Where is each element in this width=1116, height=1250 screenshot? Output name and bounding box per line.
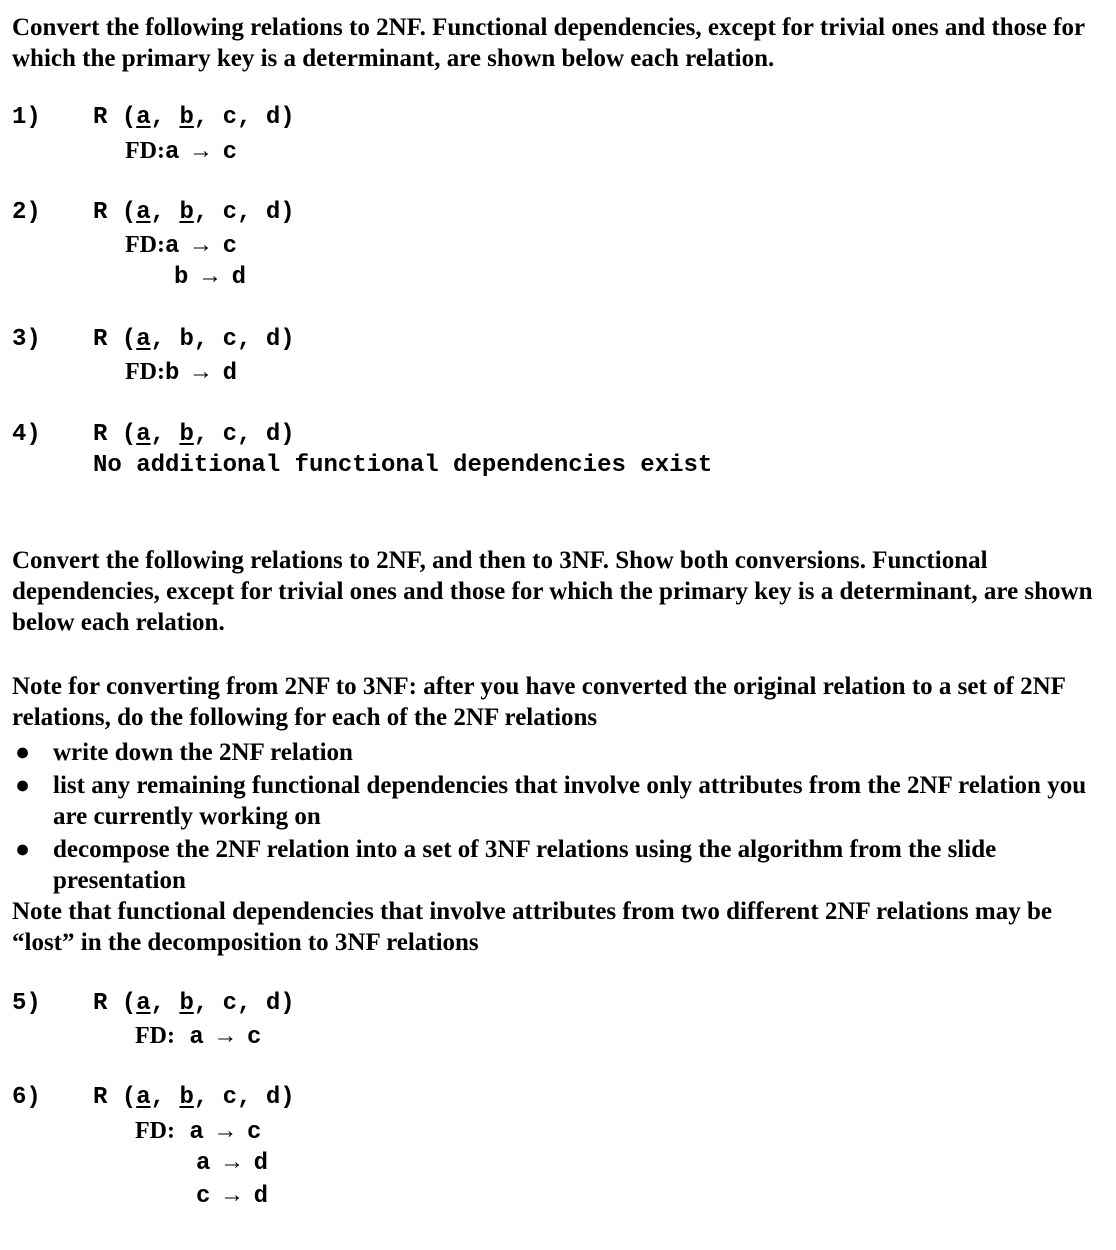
problem-6-fd: FD: a → c: [135, 1118, 262, 1146]
problem-6-relation: R (a, b, c, d): [93, 1084, 295, 1111]
arrow-icon: →: [218, 1024, 233, 1051]
problem-3-fd: FD:b → d: [125, 359, 238, 387]
arrow-icon: →: [193, 139, 209, 166]
bullet-icon: ●: [15, 836, 31, 863]
arrow-icon: →: [218, 1119, 233, 1146]
bullet-icon: ●: [15, 772, 31, 799]
list-item: ● list any remaining functional dependencies that involve only attributes from the 2NF relation you are currently working on: [15, 772, 1087, 830]
problem-2-fd: b → d: [174, 264, 247, 291]
problem-5-number: 5): [12, 990, 41, 1017]
relation-attr: a: [136, 990, 151, 1017]
relation-attr: c: [222, 326, 238, 353]
arrow-icon: →: [224, 1183, 240, 1210]
list-item: ● decompose the 2NF relation into a set of 3NF relations using the algorithm from the slide presentation: [15, 836, 997, 894]
relation-attr: b: [179, 1084, 194, 1111]
relation-attr: d: [265, 199, 281, 226]
problem-4-note: No additional functional dependencies exist: [93, 452, 713, 479]
problem-6-number: 6): [12, 1084, 41, 1111]
problem-6-fd: c → d: [196, 1183, 269, 1210]
relation-attr: c: [222, 104, 238, 131]
problem-4-relation: R (a, b, c, d): [93, 421, 295, 448]
problem-5-fd: FD: a → c: [135, 1023, 262, 1051]
intro2-paragraph: Convert the following relations to 2NF, and then to 3NF. Show both conversions. Functional dependencies, except for trivial ones and those for which the primary key is a determinant, are shown below each relation.: [12, 547, 1093, 636]
relation-attr: d: [265, 1084, 281, 1111]
relation-attr: b: [179, 104, 194, 131]
relation-attr: a: [136, 104, 151, 131]
relation-attr: b: [179, 421, 194, 448]
arrow-icon: →: [193, 233, 209, 260]
problem-2-fd: FD:a → c: [125, 232, 238, 260]
relation-attr: c: [222, 199, 238, 226]
problem-3-relation: R (a, b, c, d): [93, 326, 295, 353]
relation-attr: b: [179, 326, 194, 353]
relation-attr: b: [179, 199, 194, 226]
arrow-icon: →: [193, 360, 209, 387]
arrow-icon: →: [224, 1150, 240, 1177]
fd-label: FD:: [125, 232, 165, 258]
problem-3-number: 3): [12, 326, 41, 353]
relation-attr: c: [222, 990, 238, 1017]
arrow-icon: →: [202, 264, 218, 291]
problem-2-relation: R (a, b, c, d): [93, 199, 295, 226]
problem-5-relation: R (a, b, c, d): [93, 990, 295, 1017]
problem-2-number: 2): [12, 199, 41, 226]
relation-attr: a: [136, 1084, 151, 1111]
relation-attr: a: [136, 421, 151, 448]
relation-attr: a: [136, 199, 151, 226]
relation-attr: d: [265, 990, 281, 1017]
relation-attr: c: [222, 1084, 238, 1111]
relation-attr: c: [222, 421, 238, 448]
problem-6-fd: a → d: [196, 1150, 269, 1177]
relation-attr: d: [265, 104, 281, 131]
intro-paragraph: Convert the following relations to 2NF. Functional dependencies, except for trivial ones and those for which the primary key is a determinant, are shown below each relation.: [12, 14, 1085, 72]
note-bullet-list: [12, 737, 1102, 896]
problem-1-number: 1): [12, 104, 41, 131]
list-item: ● write down the 2NF relation: [15, 739, 353, 766]
note-end: Note that functional dependencies that involve attributes from two different 2NF relations may be “lost” in the decomposition to 3NF relations: [12, 898, 1052, 956]
relation-attr: a: [136, 326, 151, 353]
fd-label: FD:: [135, 1023, 175, 1049]
relation-attr: d: [265, 326, 281, 353]
note-intro: Note for converting from 2NF to 3NF: after you have converted the original relation to a set of 2NF relations, do the following for each of the 2NF relations: [12, 673, 1066, 731]
relation-attr: d: [265, 421, 281, 448]
bullet-icon: ●: [15, 739, 31, 766]
fd-label: FD:: [125, 359, 165, 385]
fd-label: FD:: [135, 1118, 175, 1144]
fd-label: FD:: [125, 138, 165, 164]
problem-4-number: 4): [12, 421, 41, 448]
relation-attr: b: [179, 990, 194, 1017]
problem-1-fd: FD:a → c: [125, 138, 238, 166]
problem-1-relation: R (a, b, c, d): [93, 104, 295, 131]
